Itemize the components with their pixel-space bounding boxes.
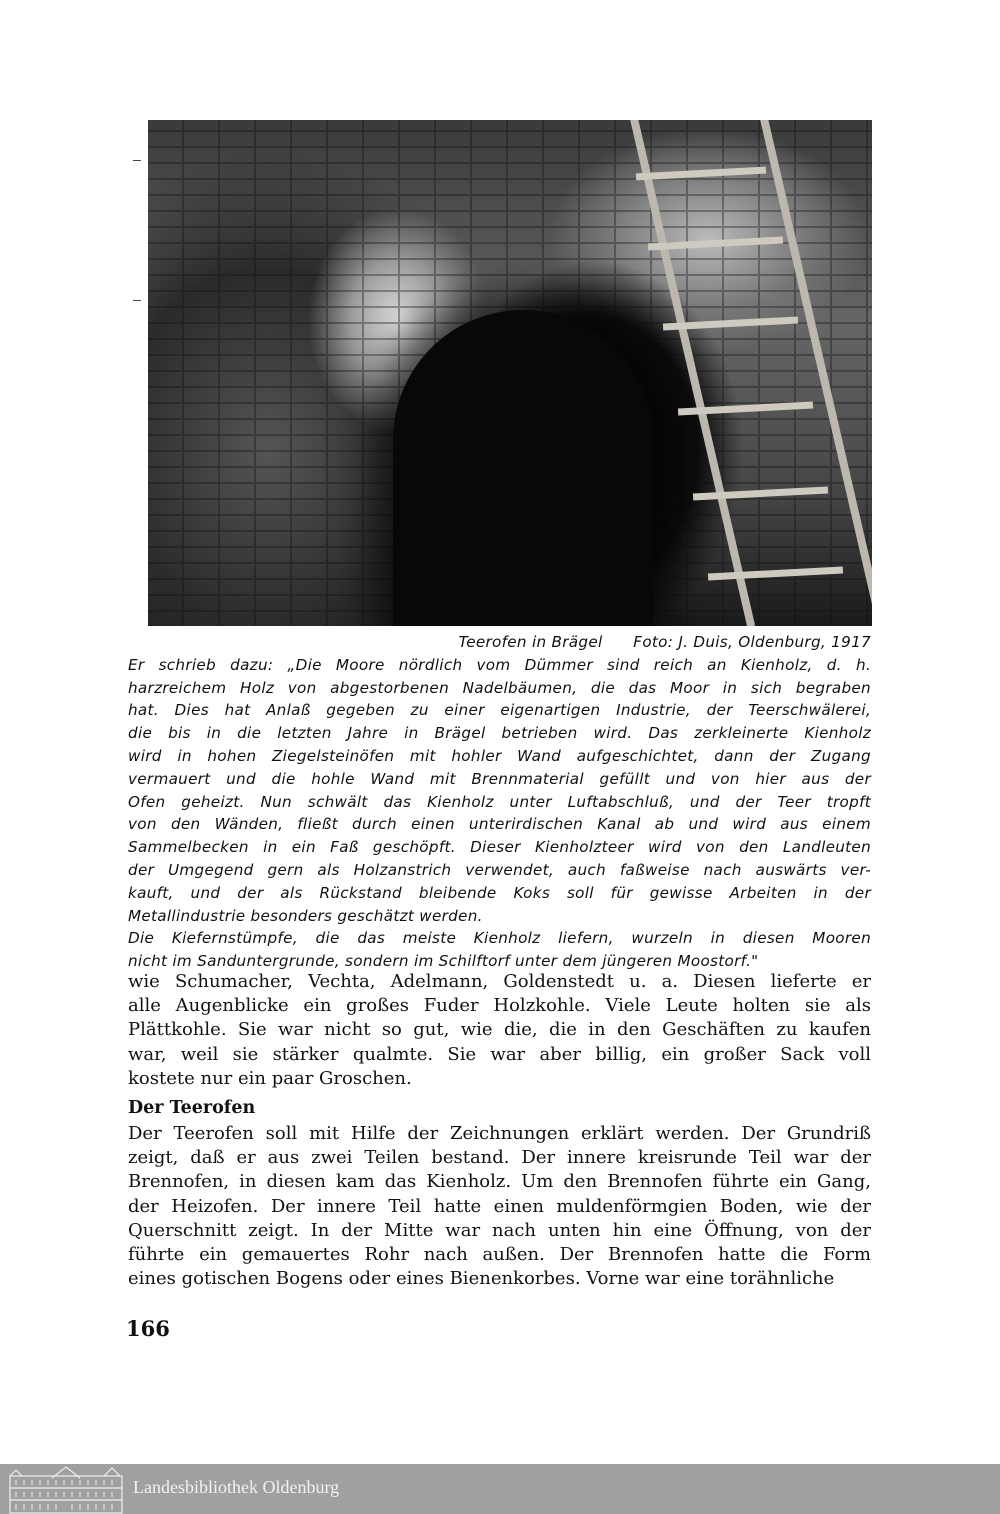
library-building-logo bbox=[8, 1466, 124, 1514]
teerofen-photo bbox=[148, 120, 872, 626]
text-line: war, weil sie stärker qualmte. Sie war aber billig, ein großer Sack voll bbox=[128, 1043, 871, 1065]
text-line: Der Teerofen soll mit Hilfe der Zeichnungen erklärt werden. Der Grundriß bbox=[128, 1123, 871, 1144]
caption-title: Teerofen in Brägel bbox=[458, 633, 603, 651]
library-name: Landesbibliothek Oldenburg bbox=[133, 1477, 340, 1497]
text-line: Querschnitt zeigt. In der Mitte war nach unten hin eine Öffnung, von der bbox=[128, 1219, 871, 1241]
text-line: Die Kiefernstümpfe, die das meiste Kienholz liefern, wurzeln in diesen Mooren bbox=[128, 929, 871, 948]
page-number: 166 bbox=[126, 1316, 170, 1341]
text-line: eines gotischen Bogens oder eines Bienenkorbes. Vorne war eine torähnliche bbox=[128, 1268, 835, 1290]
margin-mark bbox=[133, 160, 141, 161]
footer-banner bbox=[0, 1464, 1000, 1514]
margin-mark bbox=[133, 300, 141, 301]
text-line: harzreichem Holz von abgestorbenen Nadelbäumen, die das Moor in sich begraben bbox=[128, 678, 871, 697]
paragraph bbox=[128, 1122, 871, 1291]
text-line: der Heizofen. Der innere Teil hatte einen muldenförmgien Boden, wie der bbox=[128, 1195, 871, 1217]
text-line: nicht im Sanduntergrunde, sondern im Schilftorf unter dem jüngeren Moostorf." bbox=[128, 952, 759, 971]
text-line: Brennofen, in diesen kam das Kienholz. Um den Brennofen führte ein Gang, bbox=[128, 1171, 871, 1193]
text-line: Er schrieb dazu: „Die Moore nördlich vom Dümmer sind reich an Kienholz, d. h. bbox=[128, 655, 871, 674]
text-line: Sammelbecken in ein Faß geschöpft. Dieser Kienholzteer wird von den Landleuten bbox=[128, 838, 871, 857]
text-line: kostete nur ein paar Groschen. bbox=[128, 1067, 412, 1089]
text-line: Plättkohle. Sie war nicht so gut, wie die, die in den Geschäften zu kaufen bbox=[128, 1019, 871, 1041]
quote-text bbox=[128, 654, 871, 973]
text-line: alle Augenblicke ein großes Fuder Holzkohle. Viele Leute holten sie als bbox=[128, 995, 871, 1017]
text-line: wie Schumacher, Vechta, Adelmann, Goldenstedt u. a. Diesen lieferte er bbox=[128, 971, 871, 992]
section-heading: Der Teerofen bbox=[128, 1098, 256, 1118]
figure-caption bbox=[128, 631, 871, 654]
oven-arch-opening bbox=[393, 310, 653, 626]
text-line: wird in hohen Ziegelsteinöfen mit hohler Wand aufgeschichtet, dann der Zugang bbox=[128, 746, 871, 765]
figure-caption-block bbox=[128, 631, 871, 973]
text-line: führte ein gemauertes Rohr nach außen. Der Brennofen hatte die Form bbox=[128, 1244, 871, 1266]
text-line: hat. Dies hat Anlaß gegeben zu einer eigenartigen Industrie, der Teerschwälerei, bbox=[128, 701, 871, 720]
text-line: von den Wänden, fließt durch einen unterirdischen Kanal ab und wird aus einem bbox=[128, 815, 871, 834]
text-line: Ofen geheizt. Nun schwält das Kienholz unter Luftabschluß, und der Teer tropft bbox=[128, 792, 871, 811]
paragraph bbox=[128, 970, 871, 1091]
text-line: der Umgegend gern als Holzanstrich verwendet, auch faßweise nach auswärts ver- bbox=[128, 860, 871, 879]
text-line: kauft, und der als Rückstand bleibende Koks soll für gewisse Arbeiten in der bbox=[128, 883, 871, 902]
caption-credit: Foto: J. Duis, Oldenburg, 1917 bbox=[633, 633, 871, 651]
text-line: zeigt, daß er aus zwei Teilen bestand. Der innere kreisrunde Teil war der bbox=[128, 1147, 871, 1169]
text-line: vermauert und die hohle Wand mit Brennmaterial gefüllt und von hier aus der bbox=[128, 769, 871, 788]
text-line: Metallindustrie besonders geschätzt werden. bbox=[128, 906, 483, 925]
text-line: die bis in die letzten Jahre in Brägel betrieben wird. Das zerkleinerte Kienholz bbox=[128, 724, 871, 743]
